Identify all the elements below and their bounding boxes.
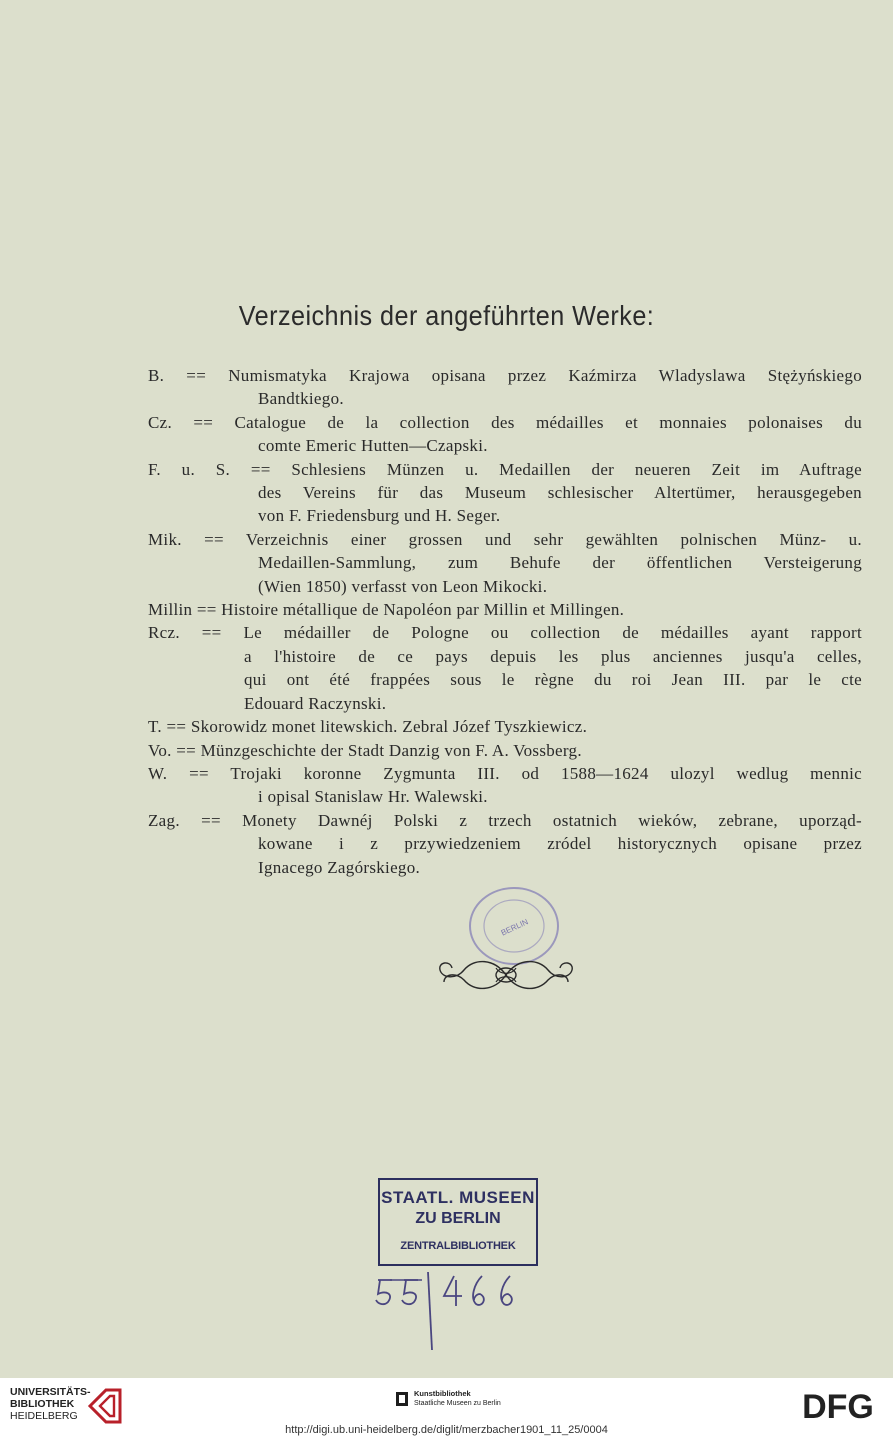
entry-line: des Vereins für das Museum schlesischer Altertümer, herausgegeben	[258, 483, 862, 503]
page-title: Verzeichnis der angeführten Werke:	[238, 300, 655, 331]
entry-millin	[148, 598, 862, 621]
entry-vo	[148, 739, 862, 762]
entry-line: W. == Trojaki koronne Zygmunta III. od 1588—1624 ulozyl wedlug mennic	[148, 763, 862, 783]
entry-fus	[148, 458, 862, 528]
entry-line: Mik. == Verzeichnis einer grossen und sehr gewählten polnischen Münz- u.	[148, 529, 862, 549]
entry-line: comte Emeric Hutten—Czapski.	[258, 436, 488, 456]
kunstbibliothek-logo-icon	[396, 1392, 408, 1406]
entry-w	[148, 762, 862, 809]
entry-line: Vo. == Münzgeschichte der Stadt Danzig von F. A. Vossberg.	[148, 740, 582, 760]
bibliography-list	[148, 364, 862, 879]
university-line: HEIDELBERG	[10, 1410, 78, 1422]
entry-line: i opisal Stanislaw Hr. Walewski.	[258, 787, 488, 807]
entry-rcz	[148, 621, 862, 715]
entry-line: Ignacego Zagórskiego.	[258, 857, 421, 877]
ornament-flourish	[434, 950, 578, 1000]
entry-line: Bandtkiego.	[258, 389, 344, 409]
stamp-line: ZU BERLIN	[415, 1210, 501, 1227]
entry-line: Rcz. == Le médailler de Pologne ou collection de médailles ayant rapport	[148, 623, 862, 643]
entry-line: qui ont été frappées sous le règne du roi Jean III. par le cte	[244, 670, 862, 690]
entry-line: F. u. S. == Schlesiens Münzen u. Medaillen der neueren Zeit im Auftrage	[148, 459, 862, 479]
entry-mik	[148, 528, 862, 598]
dfg-logo	[796, 1390, 880, 1422]
entry-line: von F. Friedensburg und H. Seger.	[258, 506, 501, 526]
entry-line: T. == Skorowidz monet litewskich. Zebral Józef Tyszkiewicz.	[148, 717, 588, 737]
entry-line: Medaillen-Sammlung, zum Behufe der öffentlichen Versteigerung	[258, 553, 862, 573]
entry-line: Cz. == Catalogue de la collection des médailles et monnaies polonaises du	[148, 412, 862, 432]
university-logo-icon	[86, 1384, 126, 1428]
kunstbibliothek-label	[414, 1389, 501, 1408]
kunstbibliothek-title: Kunstbibliothek	[414, 1389, 471, 1398]
university-line: UNIVERSITÄTS-	[10, 1386, 91, 1398]
entry-line: Zag. == Monety Dawnéj Polski z trzech ostatnich wieków, zebrane, uporząd-	[148, 810, 862, 830]
entry-line: a l'histoire de ce pays depuis les plus anciennes jusqu'a celles,	[244, 646, 862, 666]
entry-zag	[148, 809, 862, 879]
entry-line: Millin == Histoire métallique de Napoléon par Millin et Millingen.	[148, 600, 625, 620]
svg-text:BERLIN: BERLIN	[499, 917, 530, 938]
university-library-label	[10, 1386, 91, 1422]
stamp-line: STAATL. MUSEEN	[381, 1188, 535, 1207]
entry-line: Edouard Raczynski.	[244, 693, 387, 713]
entry-b	[148, 364, 862, 411]
entry-cz	[148, 411, 862, 458]
source-url[interactable]: http://digi.ub.uni-heidelberg.de/diglit/merzbacher1901_11_25/0004	[285, 1424, 608, 1436]
dfg-logo-text: DFG	[802, 1390, 874, 1422]
entry-t	[148, 715, 862, 738]
university-line: BIBLIOTHEK	[10, 1398, 75, 1410]
kunstbibliothek-subtitle: Staatliche Museen zu Berlin	[414, 1400, 501, 1407]
entry-line: B. == Numismatyka Krajowa opisana przez Kaźmirza Wladyslawa Stężyńskiego	[148, 366, 862, 385]
entry-line: kowane i z przywiedzeniem zródel historycznych opisane przez	[258, 834, 862, 854]
entry-line: (Wien 1850) verfasst von Leon Mikocki.	[258, 576, 548, 596]
stamp-line: ZENTRALBIBLIOTHEK	[400, 1240, 516, 1252]
handwritten-shelfmark	[370, 1266, 530, 1356]
museum-library-stamp	[378, 1178, 538, 1266]
